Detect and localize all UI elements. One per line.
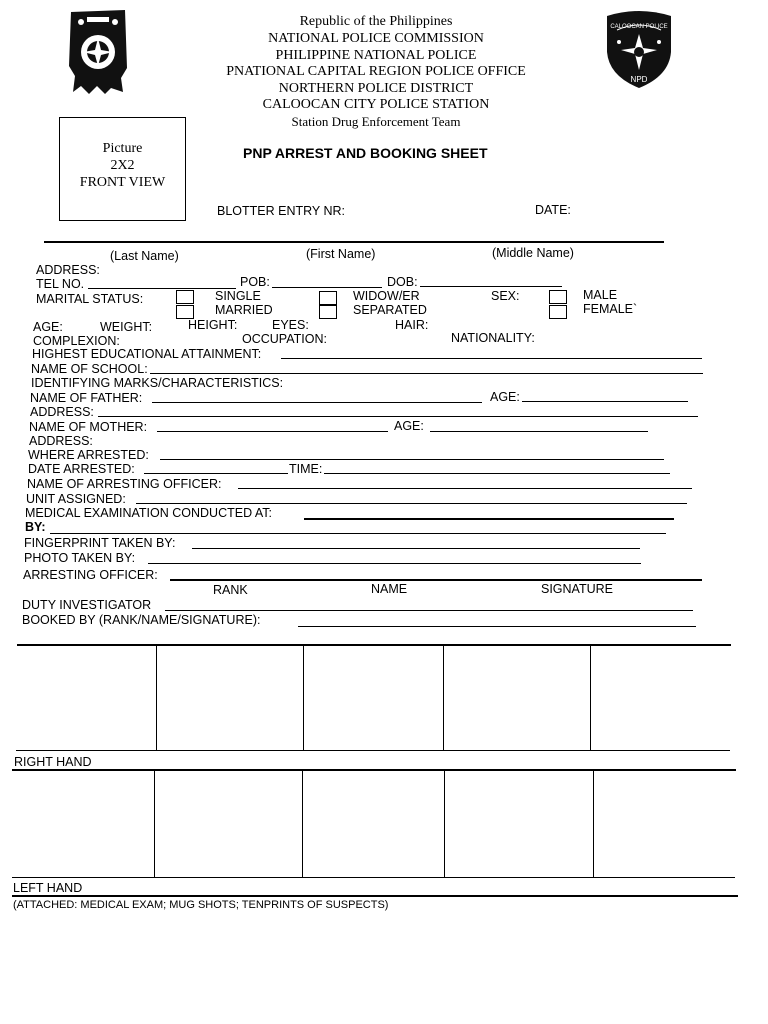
occupation-label: OCCUPATION: bbox=[242, 332, 327, 346]
right-hand-divider-4 bbox=[590, 645, 591, 750]
sex-label: SEX: bbox=[491, 289, 520, 303]
separated-checkbox[interactable] bbox=[319, 305, 337, 319]
rank-label: RANK bbox=[213, 583, 248, 597]
blotter-label: BLOTTER ENTRY NR: bbox=[217, 204, 346, 218]
header-line-ncrpo: PNATIONAL CAPITAL REGION POLICE OFFICE bbox=[226, 64, 526, 79]
name-label: NAME bbox=[371, 582, 408, 596]
right-hand-divider-3 bbox=[443, 645, 444, 750]
where-arrested-label: WHERE ARRESTED: bbox=[28, 448, 149, 462]
female-checkbox[interactable] bbox=[549, 305, 567, 319]
female-label: FEMALE` bbox=[583, 302, 638, 316]
name-line[interactable] bbox=[44, 241, 664, 243]
identifying-marks-label: IDENTIFYING MARKS/CHARACTERISTICS: bbox=[31, 376, 284, 390]
arresting-officer-label: ARRESTING OFFICER: bbox=[23, 568, 158, 582]
attachments-note: (ATTACHED: MEDICAL EXAM; MUG SHOTS; TENPRINTS OF SUSPECTS) bbox=[13, 899, 389, 911]
left-hand-top-line bbox=[12, 769, 736, 771]
single-checkbox[interactable] bbox=[176, 290, 194, 304]
grid-top-line bbox=[17, 644, 731, 646]
left-hand-divider-3 bbox=[444, 770, 445, 877]
header-line-station: CALOOCAN CITY POLICE STATION bbox=[262, 97, 490, 112]
form-title: PNP ARREST AND BOOKING SHEET bbox=[243, 145, 488, 161]
photo-box bbox=[59, 117, 186, 221]
school-label: NAME OF SCHOOL: bbox=[31, 362, 148, 376]
single-label: SINGLE bbox=[215, 289, 261, 303]
male-label: MALE bbox=[583, 288, 618, 302]
left-hand-label: LEFT HAND bbox=[13, 881, 83, 895]
height-label: HEIGHT: bbox=[188, 318, 238, 332]
time-label: TIME: bbox=[289, 462, 323, 476]
fingerprint-line[interactable] bbox=[192, 548, 640, 549]
first-name-label: (First Name) bbox=[306, 247, 376, 261]
right-logo-text: CALOOCAN POLICE bbox=[610, 24, 668, 30]
photo-box-line1: Picture bbox=[102, 141, 143, 156]
unit-assigned-label: UNIT ASSIGNED: bbox=[26, 492, 126, 506]
right-hand-bottom-line bbox=[16, 750, 730, 751]
weight-label: WEIGHT: bbox=[100, 320, 153, 334]
tel-label: TEL NO. bbox=[36, 277, 85, 291]
booked-by-line[interactable] bbox=[298, 626, 696, 627]
header-line-pnp: PHILIPPINE NATIONAL POLICE bbox=[275, 48, 477, 63]
eyes-label: EYES: bbox=[272, 318, 309, 332]
time-line[interactable] bbox=[324, 473, 670, 474]
right-logo-sub: NPD bbox=[630, 75, 648, 84]
date-arrested-line[interactable] bbox=[144, 473, 288, 474]
arresting-officer-name-label: NAME OF ARRESTING OFFICER: bbox=[27, 477, 222, 491]
unit-assigned-line[interactable] bbox=[136, 503, 687, 504]
father-address-label: ADDRESS: bbox=[30, 405, 94, 419]
grid-bottom-line bbox=[12, 895, 738, 897]
father-age-label: AGE: bbox=[490, 390, 520, 404]
mother-age-line[interactable] bbox=[430, 431, 648, 432]
mother-label: NAME OF MOTHER: bbox=[29, 420, 148, 434]
duty-investigator-label: DUTY INVESTIGATOR bbox=[22, 598, 152, 612]
widower-label: WIDOW/ER bbox=[353, 289, 420, 303]
address-label: ADDRESS: bbox=[36, 263, 100, 277]
right-logo bbox=[603, 8, 675, 90]
header-line-republic: Republic of the Philippines bbox=[299, 14, 453, 29]
pob-line[interactable] bbox=[272, 287, 382, 288]
school-line[interactable] bbox=[150, 373, 703, 374]
father-address-line[interactable] bbox=[98, 416, 698, 417]
father-label: NAME OF FATHER: bbox=[30, 391, 143, 405]
left-hand-bottom-line bbox=[12, 877, 735, 878]
where-arrested-line[interactable] bbox=[160, 459, 664, 460]
married-checkbox[interactable] bbox=[176, 305, 194, 319]
last-name-label: (Last Name) bbox=[110, 249, 179, 263]
header-line-napolcom: NATIONAL POLICE COMMISSION bbox=[268, 31, 484, 46]
photo-box-line2: 2X2 bbox=[110, 158, 135, 173]
mother-line[interactable] bbox=[157, 431, 388, 432]
duty-investigator-line[interactable] bbox=[165, 610, 693, 611]
hair-label: HAIR: bbox=[395, 318, 429, 332]
father-age-line[interactable] bbox=[522, 401, 688, 402]
booked-by-label: BOOKED BY (RANK/NAME/SIGNATURE): bbox=[22, 613, 261, 627]
right-hand-label: RIGHT HAND bbox=[14, 755, 92, 769]
right-hand-divider-1 bbox=[156, 645, 157, 750]
separated-label: SEPARATED bbox=[353, 303, 427, 317]
left-hand-divider-2 bbox=[302, 770, 303, 877]
education-label: HIGHEST EDUCATIONAL ATTAINMENT: bbox=[32, 347, 262, 361]
arresting-officer-line[interactable] bbox=[170, 579, 702, 581]
father-line[interactable] bbox=[152, 402, 482, 403]
complexion-label: COMPLEXION: bbox=[33, 334, 120, 348]
photo-box-line3: FRONT VIEW bbox=[79, 175, 166, 190]
left-logo bbox=[67, 8, 129, 96]
by-line[interactable] bbox=[50, 533, 666, 534]
dob-label: DOB: bbox=[387, 275, 418, 289]
mother-address-label: ADDRESS: bbox=[29, 434, 93, 448]
by-label: BY: bbox=[25, 520, 46, 534]
header-line-npd: NORTHERN POLICE DISTRICT bbox=[278, 81, 474, 96]
middle-name-label: (Middle Name) bbox=[492, 246, 574, 260]
marital-status-label: MARITAL STATUS: bbox=[36, 292, 144, 306]
left-hand-divider-1 bbox=[154, 770, 155, 877]
photo-taken-label: PHOTO TAKEN BY: bbox=[24, 551, 136, 565]
signature-label: SIGNATURE bbox=[541, 582, 613, 596]
age-label: AGE: bbox=[33, 320, 63, 334]
mother-age-label: AGE: bbox=[394, 419, 424, 433]
date-arrested-label: DATE ARRESTED: bbox=[28, 462, 135, 476]
fingerprint-label: FINGERPRINT TAKEN BY: bbox=[24, 536, 176, 550]
medical-exam-label: MEDICAL EXAMINATION CONDUCTED AT: bbox=[25, 506, 273, 520]
education-line[interactable] bbox=[281, 358, 702, 359]
date-label: DATE: bbox=[535, 203, 571, 217]
pob-label: POB: bbox=[240, 275, 270, 289]
nationality-label: NATIONALITY: bbox=[451, 331, 535, 345]
widower-checkbox[interactable] bbox=[319, 291, 337, 305]
right-hand-divider-2 bbox=[303, 645, 304, 750]
left-hand-divider-4 bbox=[593, 770, 594, 877]
medical-exam-line[interactable] bbox=[304, 518, 674, 520]
header-line-team: Station Drug Enforcement Team bbox=[291, 114, 461, 129]
dob-line[interactable] bbox=[420, 286, 562, 287]
photo-taken-line[interactable] bbox=[148, 563, 641, 564]
married-label: MARRIED bbox=[215, 303, 273, 317]
male-checkbox[interactable] bbox=[549, 290, 567, 304]
tel-line[interactable] bbox=[88, 288, 236, 289]
arresting-officer-name-line[interactable] bbox=[238, 488, 692, 489]
